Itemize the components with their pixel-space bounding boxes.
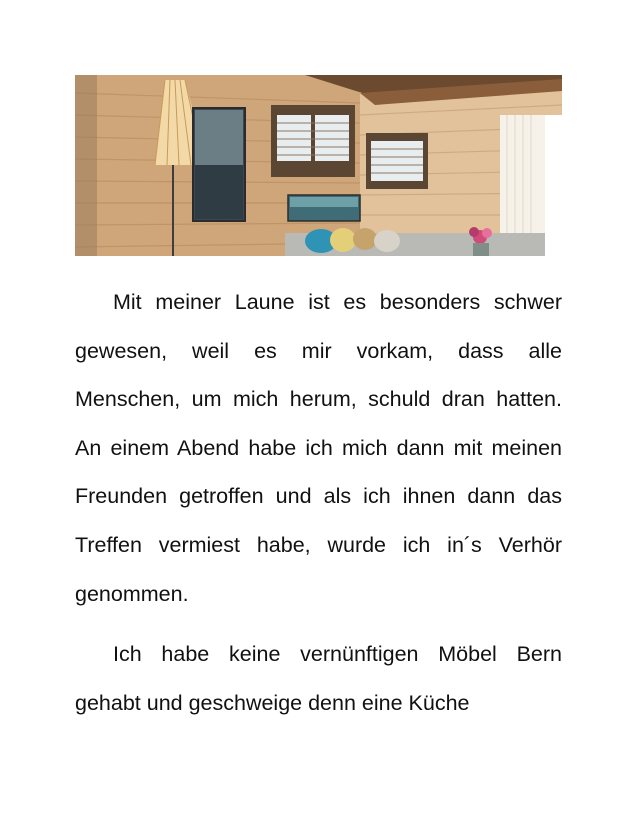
body-text bbox=[75, 278, 562, 739]
paragraph: Mit meiner Laune ist es besonders schwer gewesen, weil es mir vorkam, dass alle Menschen, um mich herum, schuld dran hatten. An einem Abend habe ich mich dann mit meinen Freunden getroffen und als ich ihnen dann das Treffen vermiest habe, wurde ich in´s Verhör genommen. bbox=[75, 290, 562, 606]
paragraph: Ich habe keine vernünftigen Möbel Bern gehabt und geschweige denn eine Küche bbox=[75, 642, 562, 715]
interior-photo bbox=[75, 75, 562, 256]
